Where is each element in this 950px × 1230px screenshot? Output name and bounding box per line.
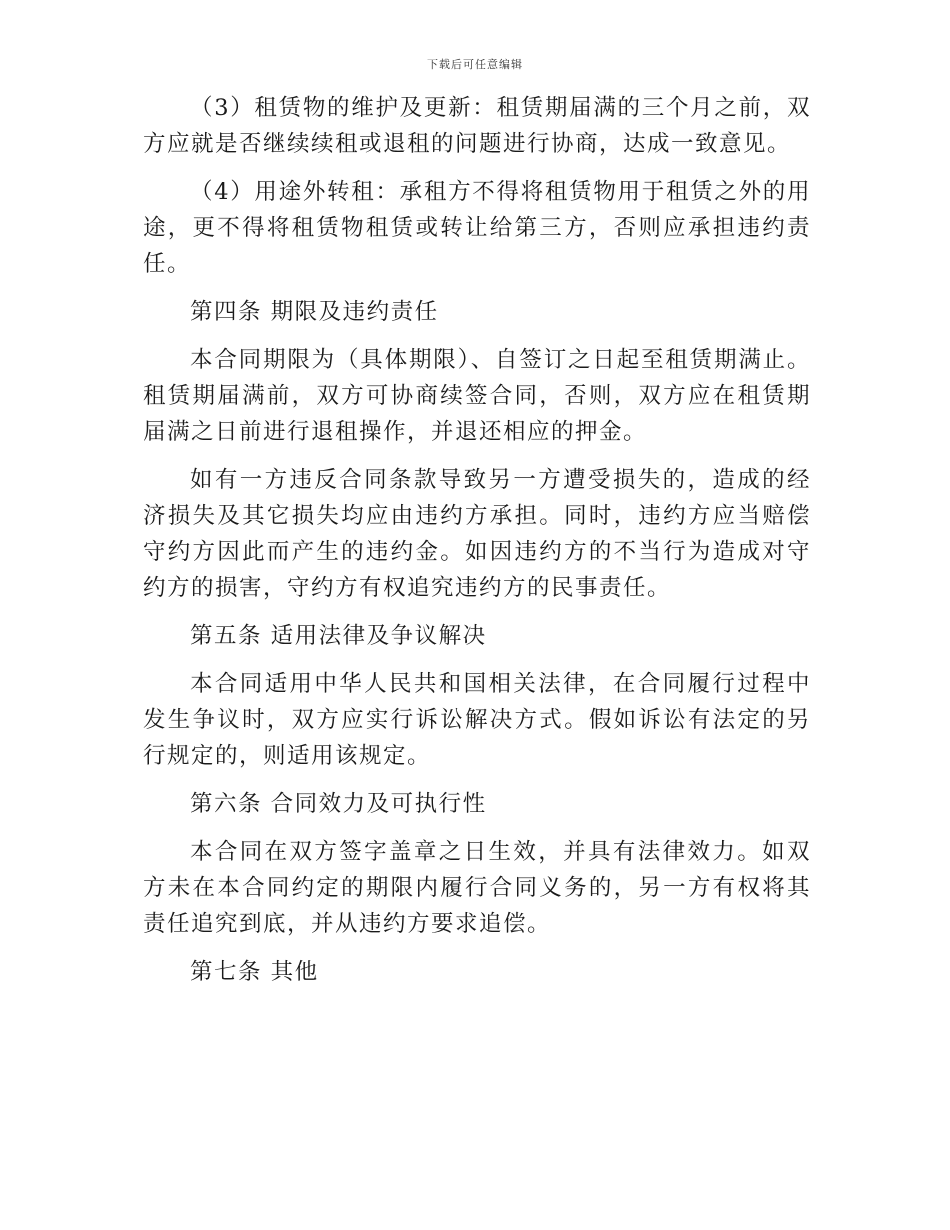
paragraph-breach-liability: 如有一方违反合同条款导致另一方遭受损失的，造成的经济损失及其它损失均应由违约方承担。同时，违约方应当赔偿守约方因此而产生的违约金。如因违约方的不当行为造成对守约方的损害，守约方有权追究违约方的民事责任。 <box>143 467 811 601</box>
paragraph-applicable-law: 本合同适用中华人民共和国相关法律，在合同履行过程中发生争议时，双方应实行诉讼解决方式。假如诉讼有法定的另行规定的，则适用该规定。 <box>143 671 811 769</box>
section-heading-article-6: 第六条 合同效力及可执行性 <box>190 791 487 817</box>
page-header-note: 下载后可任意编辑 <box>427 58 523 71</box>
document-body <box>143 90 811 1002</box>
section-heading-article-7: 第七条 其他 <box>190 959 319 985</box>
section-heading-article-4: 第四条 期限及违约责任 <box>190 299 439 325</box>
paragraph-contract-term: 本合同期限为（具体期限）、自签订之日起至租赁期满止。租赁期届满前，双方可协商续签合同，否则，双方应在租赁期届满之日前进行退租操作，并退还相应的押金。 <box>143 347 811 445</box>
paragraph-contract-validity: 本合同在双方签字盖章之日生效，并具有法律效力。如双方未在本合同约定的期限内履行合同义务的，另一方有权将其责任追究到底，并从违约方要求追偿。 <box>143 839 811 937</box>
section-heading-article-5: 第五条 适用法律及争议解决 <box>190 623 487 649</box>
paragraph-maintenance-renewal: （3）租赁物的维护及更新：租赁期届满的三个月之前，双方应就是否继续续租或退租的问题进行协商，达成一致意见。 <box>143 95 811 157</box>
paragraph-sublease-restriction: （4）用途外转租：承租方不得将租赁物用于租赁之外的用途，更不得将租赁物租赁或转让给第三方，否则应承担违约责任。 <box>143 179 811 277</box>
